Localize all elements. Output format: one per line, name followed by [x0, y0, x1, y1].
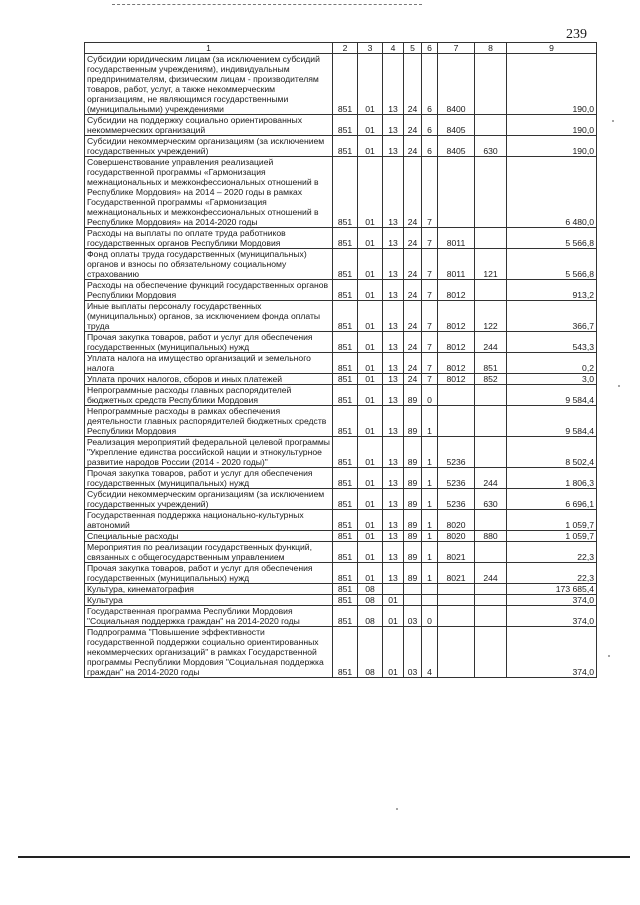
table-row	[85, 627, 597, 678]
code-cell: 24	[404, 136, 422, 157]
code-cell	[438, 606, 475, 627]
code-cell: 13	[383, 374, 404, 385]
code-cell: 851	[333, 115, 358, 136]
code-cell: 8012	[438, 374, 475, 385]
code-cell: 13	[383, 136, 404, 157]
amount-cell: 374,0	[507, 627, 597, 678]
code-cell: 7	[422, 353, 438, 374]
code-cell	[475, 228, 507, 249]
column-header: 4	[383, 43, 404, 54]
code-cell: 851	[333, 510, 358, 531]
code-cell: 8012	[438, 280, 475, 301]
code-cell: 7	[422, 157, 438, 228]
expense-name: Фонд оплаты труда государственных (муниципальных) органов и взносы по обязательному социальному страхованию	[85, 249, 333, 280]
code-cell: 8021	[438, 542, 475, 563]
code-cell	[475, 606, 507, 627]
expense-name: Иные выплаты персоналу государственных (муниципальных) органов, за исключением фонда оплаты труда	[85, 301, 333, 332]
table-row	[85, 531, 597, 542]
code-cell: 13	[383, 489, 404, 510]
bottom-edge-line	[18, 856, 630, 858]
code-cell: 24	[404, 228, 422, 249]
code-cell: 1	[422, 489, 438, 510]
code-cell: 13	[383, 510, 404, 531]
code-cell: 24	[404, 249, 422, 280]
code-cell: 01	[358, 385, 383, 406]
scan-speck	[608, 655, 610, 657]
amount-cell: 374,0	[507, 595, 597, 606]
code-cell: 13	[383, 301, 404, 332]
table-row	[85, 374, 597, 385]
code-cell: 01	[383, 595, 404, 606]
code-cell: 13	[383, 542, 404, 563]
code-cell: 880	[475, 531, 507, 542]
code-cell: 89	[404, 542, 422, 563]
code-cell	[383, 584, 404, 595]
table-row	[85, 136, 597, 157]
code-cell: 08	[358, 595, 383, 606]
table-row	[85, 385, 597, 406]
code-cell: 1	[422, 468, 438, 489]
table-row	[85, 489, 597, 510]
code-cell: 851	[333, 332, 358, 353]
code-cell: 24	[404, 374, 422, 385]
code-cell: 8020	[438, 531, 475, 542]
amount-cell: 1 059,7	[507, 510, 597, 531]
table-row	[85, 437, 597, 468]
table-row	[85, 115, 597, 136]
code-cell: 630	[475, 489, 507, 510]
code-cell: 01	[358, 489, 383, 510]
code-cell: 24	[404, 332, 422, 353]
amount-cell: 1 059,7	[507, 531, 597, 542]
column-header: 6	[422, 43, 438, 54]
code-cell: 89	[404, 510, 422, 531]
code-cell: 121	[475, 249, 507, 280]
table-row	[85, 228, 597, 249]
code-cell: 01	[358, 115, 383, 136]
expense-name: Подпрограмма "Повышение эффективности государственной поддержки социально ориентированных некоммерческих организаций" в рамках Государственной программы Республики Мордовия "Социальная поддержка граждан" на 2014-2020 годы	[85, 627, 333, 678]
amount-cell: 0,2	[507, 353, 597, 374]
amount-cell: 9 584,4	[507, 385, 597, 406]
code-cell	[438, 627, 475, 678]
expense-name: Субсидии юридическим лицам (за исключением субсидий государственным учреждениям), индивидуальным предпринимателям, физическим лицам - производителям товаров, работ, услуг, а также некоммерческим организациям, не являющимся государственными (муниципальными) учреждениями	[85, 54, 333, 115]
expense-name: Мероприятия по реализации государственных функций, связанных с общегосударственным управлением	[85, 542, 333, 563]
code-cell	[475, 54, 507, 115]
code-cell	[475, 280, 507, 301]
code-cell: 8020	[438, 510, 475, 531]
code-cell: 7	[422, 280, 438, 301]
column-number-row	[85, 43, 597, 54]
code-cell: 5236	[438, 468, 475, 489]
code-cell: 1	[422, 510, 438, 531]
code-cell: 24	[404, 353, 422, 374]
table-row	[85, 353, 597, 374]
code-cell	[475, 437, 507, 468]
code-cell: 244	[475, 563, 507, 584]
code-cell: 851	[333, 136, 358, 157]
column-header: 2	[333, 43, 358, 54]
code-cell: 89	[404, 437, 422, 468]
code-cell: 13	[383, 406, 404, 437]
expense-name: Культура, кинематография	[85, 584, 333, 595]
code-cell: 8021	[438, 563, 475, 584]
expense-name: Субсидии на поддержку социально ориентированных некоммерческих организаций	[85, 115, 333, 136]
page-number: 239	[566, 27, 587, 42]
code-cell: 5236	[438, 437, 475, 468]
code-cell: 13	[383, 468, 404, 489]
expense-name: Уплата налога на имущество организаций и земельного налога	[85, 353, 333, 374]
code-cell	[475, 627, 507, 678]
table-row	[85, 542, 597, 563]
code-cell: 852	[475, 374, 507, 385]
code-cell: 851	[333, 301, 358, 332]
table-row	[85, 606, 597, 627]
scan-speck	[618, 385, 620, 387]
table-row	[85, 249, 597, 280]
code-cell: 7	[422, 249, 438, 280]
code-cell: 851	[333, 280, 358, 301]
code-cell: 851	[333, 542, 358, 563]
code-cell: 6	[422, 54, 438, 115]
code-cell: 8400	[438, 54, 475, 115]
expense-name: Специальные расходы	[85, 531, 333, 542]
amount-cell: 190,0	[507, 115, 597, 136]
code-cell: 851	[333, 437, 358, 468]
code-cell: 0	[422, 385, 438, 406]
code-cell: 13	[383, 157, 404, 228]
expense-name: Непрограммные расходы главных распорядителей бюджетных средств Республики Мордовия	[85, 385, 333, 406]
code-cell: 13	[383, 531, 404, 542]
code-cell: 08	[358, 627, 383, 678]
amount-cell: 8 502,4	[507, 437, 597, 468]
code-cell	[438, 385, 475, 406]
amount-cell: 22,3	[507, 542, 597, 563]
amount-cell: 543,3	[507, 332, 597, 353]
code-cell: 6	[422, 136, 438, 157]
code-cell: 24	[404, 54, 422, 115]
code-cell: 01	[358, 280, 383, 301]
expense-name: Прочая закупка товаров, работ и услуг для обеспечения государственных (муниципальных) нужд	[85, 563, 333, 584]
code-cell	[475, 510, 507, 531]
top-edge-line	[112, 4, 422, 5]
code-cell	[475, 157, 507, 228]
expense-name: Прочая закупка товаров, работ и услуг для обеспечения государственных (муниципальных) нужд	[85, 332, 333, 353]
code-cell	[404, 595, 422, 606]
table-row	[85, 301, 597, 332]
code-cell: 01	[358, 437, 383, 468]
table-row	[85, 332, 597, 353]
code-cell: 01	[358, 563, 383, 584]
code-cell: 851	[333, 606, 358, 627]
column-header: 8	[475, 43, 507, 54]
column-header: 1	[85, 43, 333, 54]
code-cell: 8405	[438, 136, 475, 157]
expense-name: Расходы на обеспечение функций государственных органов Республики Мордовия	[85, 280, 333, 301]
code-cell: 244	[475, 468, 507, 489]
code-cell: 851	[333, 385, 358, 406]
amount-cell: 190,0	[507, 54, 597, 115]
expense-name: Расходы на выплаты по оплате труда работников государственных органов Республики Мордовия	[85, 228, 333, 249]
code-cell: 122	[475, 301, 507, 332]
code-cell: 13	[383, 353, 404, 374]
expense-name: Уплата прочих налогов, сборов и иных платежей	[85, 374, 333, 385]
code-cell	[475, 406, 507, 437]
code-cell: 89	[404, 468, 422, 489]
amount-cell: 366,7	[507, 301, 597, 332]
code-cell: 851	[333, 531, 358, 542]
code-cell	[422, 595, 438, 606]
column-header: 5	[404, 43, 422, 54]
code-cell	[438, 584, 475, 595]
code-cell: 01	[383, 606, 404, 627]
code-cell: 851	[333, 157, 358, 228]
code-cell: 6	[422, 115, 438, 136]
code-cell: 89	[404, 563, 422, 584]
code-cell: 08	[358, 606, 383, 627]
table-row	[85, 54, 597, 115]
code-cell: 851	[333, 489, 358, 510]
code-cell: 851	[475, 353, 507, 374]
amount-cell: 190,0	[507, 136, 597, 157]
code-cell: 851	[333, 468, 358, 489]
expense-name: Государственная программа Республики Мордовия "Социальная поддержка граждан" на 2014-2020 годы	[85, 606, 333, 627]
code-cell: 5236	[438, 489, 475, 510]
table-row	[85, 563, 597, 584]
amount-cell: 3,0	[507, 374, 597, 385]
code-cell: 1	[422, 406, 438, 437]
code-cell: 89	[404, 489, 422, 510]
code-cell: 13	[383, 332, 404, 353]
code-cell: 244	[475, 332, 507, 353]
amount-cell: 173 685,4	[507, 584, 597, 595]
amount-cell: 374,0	[507, 606, 597, 627]
code-cell: 01	[358, 136, 383, 157]
code-cell: 13	[383, 563, 404, 584]
code-cell: 1	[422, 542, 438, 563]
code-cell: 851	[333, 353, 358, 374]
code-cell: 8012	[438, 353, 475, 374]
table-row	[85, 584, 597, 595]
expense-name: Реализация мероприятий федеральной целевой программы "Укрепление единства российской нации и этнокультурное развитие народов России (2014 - 2020 годы)"	[85, 437, 333, 468]
code-cell: 851	[333, 584, 358, 595]
expense-name: Непрограммные расходы в рамках обеспечения деятельности главных распорядителей бюджетных средств Республики Мордовия	[85, 406, 333, 437]
expense-name: Государственная поддержка национально-культурных автономий	[85, 510, 333, 531]
code-cell: 01	[358, 249, 383, 280]
code-cell: 01	[358, 468, 383, 489]
amount-cell: 22,3	[507, 563, 597, 584]
code-cell: 630	[475, 136, 507, 157]
code-cell: 7	[422, 374, 438, 385]
code-cell: 8012	[438, 301, 475, 332]
code-cell: 13	[383, 280, 404, 301]
amount-cell: 913,2	[507, 280, 597, 301]
code-cell: 851	[333, 406, 358, 437]
code-cell: 08	[358, 584, 383, 595]
scan-speck	[612, 120, 614, 122]
code-cell: 01	[358, 157, 383, 228]
code-cell: 8011	[438, 249, 475, 280]
expense-name: Субсидии некоммерческим организациям (за исключением государственных учреждений)	[85, 489, 333, 510]
code-cell: 13	[383, 385, 404, 406]
code-cell: 851	[333, 595, 358, 606]
code-cell: 851	[333, 563, 358, 584]
column-header: 3	[358, 43, 383, 54]
code-cell: 0	[422, 606, 438, 627]
code-cell: 4	[422, 627, 438, 678]
code-cell	[438, 406, 475, 437]
code-cell: 01	[358, 406, 383, 437]
amount-cell: 5 566,8	[507, 249, 597, 280]
table-row	[85, 595, 597, 606]
table-row	[85, 406, 597, 437]
code-cell: 851	[333, 374, 358, 385]
code-cell: 24	[404, 157, 422, 228]
expense-name: Совершенствование управления реализацией государственной программы «Гармонизация межнациональных и межконфессиональных отношений в Республике Мордовия» на 2014 – 2020 годы в рамках Государственной программы «Гармонизация межнациональных и межконфессиональных отношений в Республике Мордовия» на 2014-2020 годы	[85, 157, 333, 228]
expense-name: Субсидии некоммерческим организациям (за исключением государственных учреждений)	[85, 136, 333, 157]
table-row	[85, 510, 597, 531]
code-cell: 7	[422, 332, 438, 353]
table-row	[85, 468, 597, 489]
code-cell: 8011	[438, 228, 475, 249]
code-cell	[404, 584, 422, 595]
code-cell	[438, 595, 475, 606]
code-cell: 1	[422, 531, 438, 542]
code-cell: 89	[404, 531, 422, 542]
code-cell	[438, 157, 475, 228]
amount-cell: 5 566,8	[507, 228, 597, 249]
expense-name: Прочая закупка товаров, работ и услуг для обеспечения государственных (муниципальных) нужд	[85, 468, 333, 489]
code-cell: 7	[422, 228, 438, 249]
code-cell: 01	[358, 531, 383, 542]
amount-cell: 6 480,0	[507, 157, 597, 228]
code-cell: 13	[383, 228, 404, 249]
code-cell: 8405	[438, 115, 475, 136]
code-cell: 851	[333, 54, 358, 115]
amount-cell: 9 584,4	[507, 406, 597, 437]
code-cell: 13	[383, 249, 404, 280]
code-cell	[475, 115, 507, 136]
code-cell: 24	[404, 301, 422, 332]
code-cell: 1	[422, 563, 438, 584]
code-cell: 01	[358, 374, 383, 385]
code-cell: 13	[383, 437, 404, 468]
amount-cell: 6 696,1	[507, 489, 597, 510]
code-cell: 89	[404, 406, 422, 437]
code-cell: 01	[383, 627, 404, 678]
code-cell: 01	[358, 301, 383, 332]
table-row	[85, 157, 597, 228]
code-cell: 8012	[438, 332, 475, 353]
budget-table-body	[85, 54, 597, 678]
code-cell: 851	[333, 249, 358, 280]
column-header: 9	[507, 43, 597, 54]
code-cell: 851	[333, 228, 358, 249]
expense-name: Культура	[85, 595, 333, 606]
code-cell: 01	[358, 228, 383, 249]
code-cell: 01	[358, 510, 383, 531]
code-cell	[475, 385, 507, 406]
code-cell: 13	[383, 115, 404, 136]
code-cell: 01	[358, 542, 383, 563]
code-cell: 24	[404, 280, 422, 301]
code-cell: 03	[404, 606, 422, 627]
code-cell: 01	[358, 54, 383, 115]
code-cell: 24	[404, 115, 422, 136]
code-cell	[475, 542, 507, 563]
code-cell: 03	[404, 627, 422, 678]
code-cell: 7	[422, 301, 438, 332]
amount-cell: 1 806,3	[507, 468, 597, 489]
code-cell	[475, 584, 507, 595]
table-row	[85, 280, 597, 301]
code-cell	[422, 584, 438, 595]
column-header: 7	[438, 43, 475, 54]
code-cell: 1	[422, 437, 438, 468]
code-cell: 89	[404, 385, 422, 406]
code-cell: 13	[383, 54, 404, 115]
code-cell: 01	[358, 353, 383, 374]
code-cell	[475, 595, 507, 606]
budget-table	[84, 42, 597, 678]
scan-speck	[396, 808, 398, 810]
code-cell: 851	[333, 627, 358, 678]
code-cell: 01	[358, 332, 383, 353]
